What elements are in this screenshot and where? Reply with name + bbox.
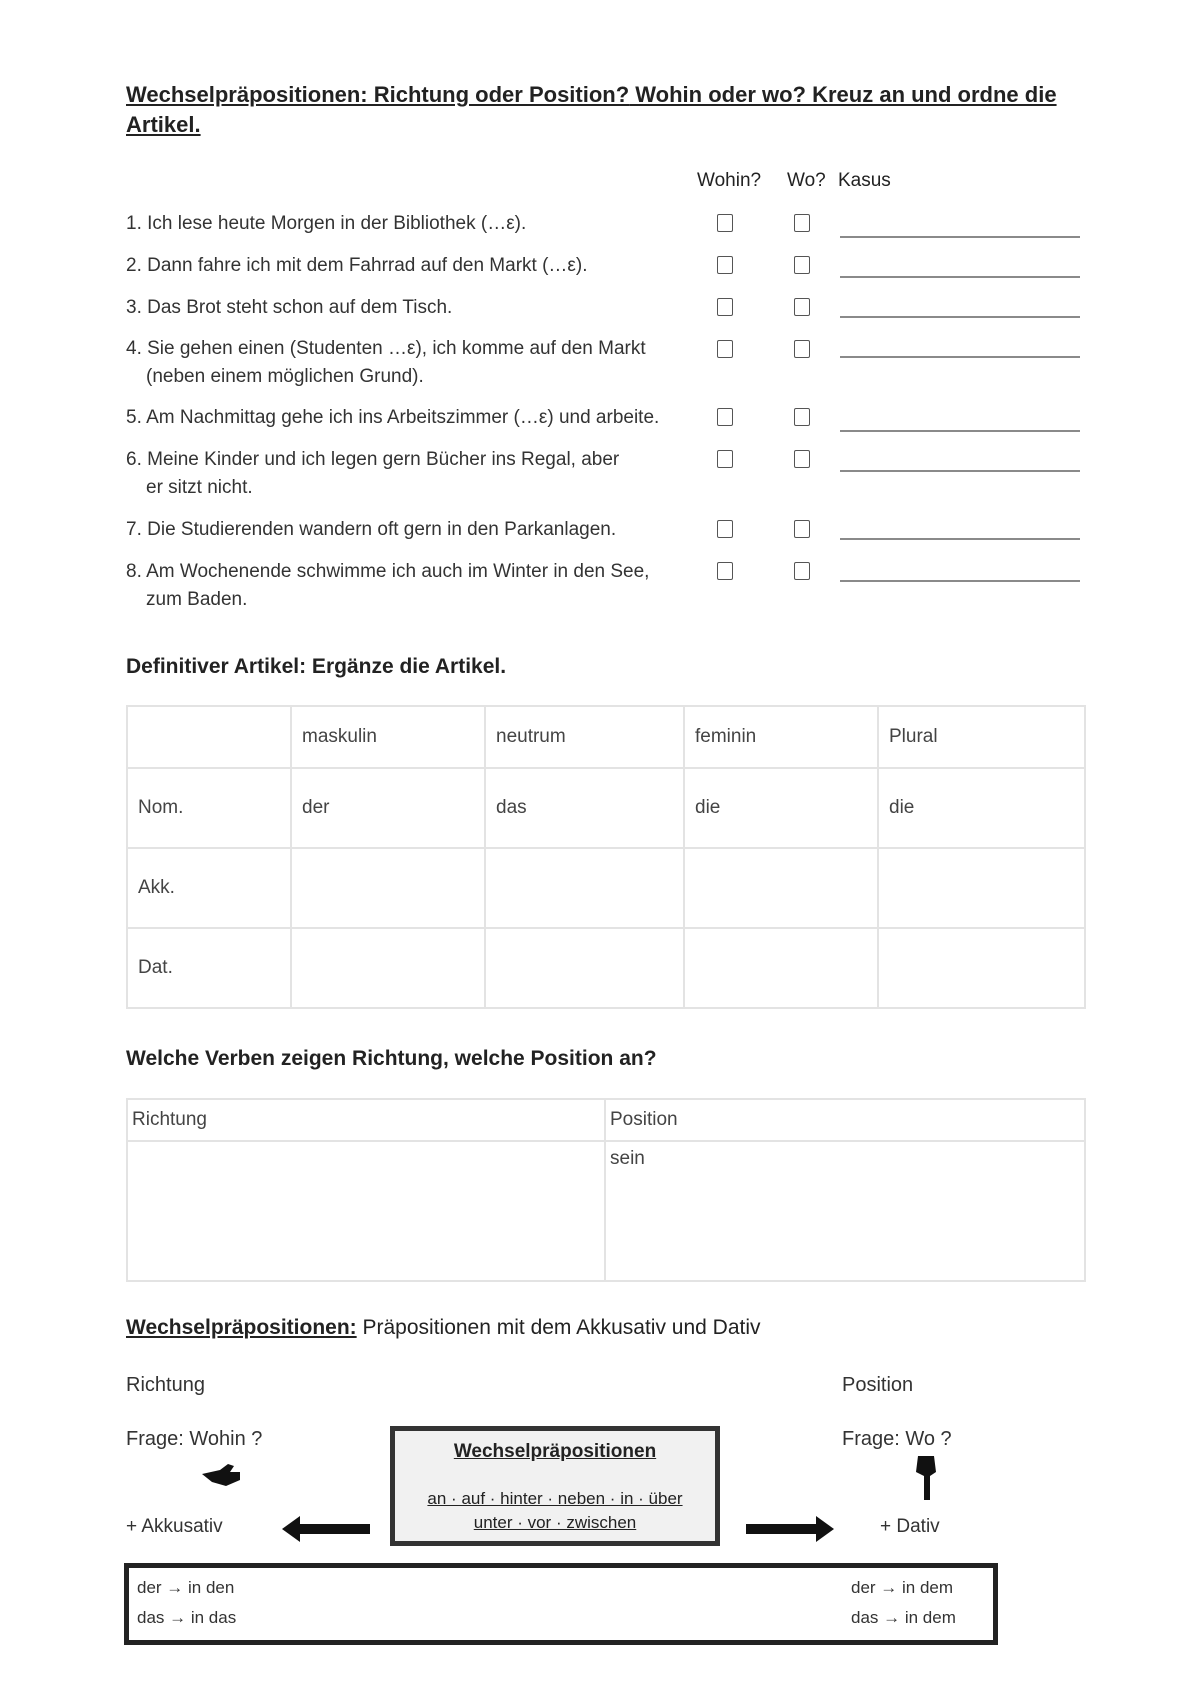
checkbox-wo-8[interactable] bbox=[794, 562, 810, 580]
section-title-prepositions bbox=[126, 1316, 761, 1340]
question-wohin: Frage: Wohin ? bbox=[126, 1428, 263, 1450]
checkbox-wohin-3[interactable] bbox=[717, 298, 733, 316]
question-text: 8. Am Wochenende schwimme ich auch im Winter in den See, bbox=[126, 561, 650, 582]
column-wohin: Wohin? bbox=[697, 170, 762, 191]
arrow-left-icon bbox=[298, 1524, 370, 1534]
table-cell[interactable]: die bbox=[684, 768, 878, 848]
question-text-continued: er sitzt nicht. bbox=[146, 477, 253, 498]
question-text: 2. Dann fahre ich mit dem Fahrrad auf den Markt (…ε). bbox=[126, 255, 588, 276]
answer-line-7[interactable] bbox=[840, 538, 1080, 540]
page-title bbox=[126, 80, 1086, 140]
table-cell[interactable]: sein bbox=[605, 1141, 1085, 1281]
table-row bbox=[127, 768, 1085, 848]
table-cell[interactable]: die bbox=[878, 768, 1085, 848]
question-text-continued: zum Baden. bbox=[146, 589, 248, 610]
question-4 bbox=[126, 335, 646, 391]
section-title-verbs: Welche Verben zeigen Richtung, welche Position an? bbox=[126, 1047, 657, 1070]
checkbox-wo-2[interactable] bbox=[794, 256, 810, 274]
section-title-articles: Definitiver Artikel: Ergänze die Artikel. bbox=[126, 655, 507, 678]
question-text-continued: (neben einem möglichen Grund). bbox=[146, 366, 424, 387]
label-richtung: Richtung bbox=[126, 1374, 205, 1396]
answer-line-8[interactable] bbox=[840, 580, 1080, 582]
question-3 bbox=[126, 294, 452, 322]
table-cell[interactable] bbox=[291, 928, 485, 1008]
contraction-left-1: der → in den bbox=[137, 1578, 235, 1597]
checkbox-wo-7[interactable] bbox=[794, 520, 810, 538]
table-cell[interactable] bbox=[878, 848, 1085, 928]
answer-line-3[interactable] bbox=[840, 316, 1080, 318]
question-text: 1. Ich lese heute Morgen in der Bibliothek (…ε). bbox=[126, 213, 527, 234]
arrow-right-icon bbox=[746, 1524, 818, 1534]
table-row-label: Akk. bbox=[127, 848, 291, 928]
table-cell[interactable] bbox=[291, 848, 485, 928]
checkbox-wohin-7[interactable] bbox=[717, 520, 733, 538]
table-header-cell: Richtung bbox=[127, 1099, 605, 1141]
column-wo: Wo? bbox=[787, 170, 826, 191]
section-rest: Präpositionen mit dem Akkusativ und Dativ bbox=[356, 1316, 761, 1339]
checkbox-wo-5[interactable] bbox=[794, 408, 810, 426]
contraction-box bbox=[124, 1563, 998, 1645]
table-header-row bbox=[127, 1099, 1085, 1141]
table-header-row bbox=[127, 706, 1085, 768]
table-cell[interactable] bbox=[485, 928, 684, 1008]
verb-table bbox=[126, 1098, 1086, 1282]
checkbox-wo-6[interactable] bbox=[794, 450, 810, 468]
question-5 bbox=[126, 404, 659, 432]
pin-icon bbox=[912, 1454, 942, 1504]
table-row bbox=[127, 928, 1085, 1008]
question-text: 4. Sie gehen einen (Studenten …ε), ich komme auf den Markt bbox=[126, 338, 646, 359]
table-header-cell: maskulin bbox=[291, 706, 485, 768]
prepositions-line-2: unter · vor · zwischen bbox=[473, 1513, 637, 1532]
table-cell[interactable] bbox=[684, 848, 878, 928]
table-header-cell: Plural bbox=[878, 706, 1085, 768]
table-cell[interactable] bbox=[878, 928, 1085, 1008]
prepositions-box-title: Wechselpräpositionen bbox=[453, 1441, 657, 1462]
table-cell[interactable]: das bbox=[485, 768, 684, 848]
checkbox-wohin-1[interactable] bbox=[717, 214, 733, 232]
table-cell[interactable]: der bbox=[291, 768, 485, 848]
table-cell[interactable] bbox=[127, 1141, 605, 1281]
title-rest: Wohin oder wo? Kreuz an und ordne die Artikel. bbox=[126, 82, 1057, 137]
label-dativ: + Dativ bbox=[880, 1516, 940, 1537]
table-header-cell: neutrum bbox=[485, 706, 684, 768]
table-cell[interactable] bbox=[684, 928, 878, 1008]
label-akkusativ: + Akkusativ bbox=[126, 1516, 223, 1537]
answer-line-1[interactable] bbox=[840, 236, 1080, 238]
prepositions-line-1: an · auf · hinter · neben · in · über bbox=[427, 1489, 683, 1508]
checkbox-wohin-4[interactable] bbox=[717, 340, 733, 358]
checkbox-wohin-6[interactable] bbox=[717, 450, 733, 468]
checkbox-wohin-2[interactable] bbox=[717, 256, 733, 274]
contraction-right-2: das → in dem bbox=[851, 1608, 956, 1627]
question-wo: Frage: Wo ? bbox=[842, 1428, 952, 1450]
title-prefix: Wechselpräpositionen: Richtung oder Position? bbox=[126, 82, 630, 107]
table-row bbox=[127, 848, 1085, 928]
column-kasus: Kasus bbox=[838, 170, 891, 191]
question-2 bbox=[126, 252, 587, 280]
question-text: 6. Meine Kinder und ich legen gern Bücher ins Regal, aber bbox=[126, 449, 620, 470]
article-table bbox=[126, 705, 1086, 1009]
prepositions-box bbox=[390, 1426, 720, 1546]
question-7 bbox=[126, 516, 616, 544]
table-header-cell: feminin bbox=[684, 706, 878, 768]
table-cell[interactable] bbox=[485, 848, 684, 928]
contraction-left-2: das → in das bbox=[137, 1608, 237, 1627]
answer-line-4[interactable] bbox=[840, 356, 1080, 358]
table-row bbox=[127, 1141, 1085, 1281]
checkbox-wo-3[interactable] bbox=[794, 298, 810, 316]
question-text: 7. Die Studierenden wandern oft gern in den Parkanlagen. bbox=[126, 519, 617, 540]
question-8 bbox=[126, 558, 649, 614]
pointing-hand-icon bbox=[200, 1460, 244, 1490]
question-1 bbox=[126, 210, 526, 238]
table-header-cell: Position bbox=[605, 1099, 1085, 1141]
contraction-right-1: der → in dem bbox=[851, 1578, 954, 1597]
label-position: Position bbox=[842, 1374, 914, 1396]
table-cell bbox=[127, 706, 291, 768]
table-row-label: Dat. bbox=[127, 928, 291, 1008]
question-text: 3. Das Brot steht schon auf dem Tisch. bbox=[126, 297, 453, 318]
checkbox-wohin-5[interactable] bbox=[717, 408, 733, 426]
answer-line-2[interactable] bbox=[840, 276, 1080, 278]
section-label: Wechselpräpositionen: bbox=[126, 1316, 357, 1339]
answer-line-6[interactable] bbox=[840, 470, 1080, 472]
question-6 bbox=[126, 446, 619, 502]
answer-line-5[interactable] bbox=[840, 430, 1080, 432]
checkbox-wohin-8[interactable] bbox=[717, 562, 733, 580]
table-row-label: Nom. bbox=[127, 768, 291, 848]
checkbox-wo-4[interactable] bbox=[794, 340, 810, 358]
question-text: 5. Am Nachmittag gehe ich ins Arbeitszimmer (…ε) und arbeite. bbox=[126, 407, 660, 428]
checkbox-wo-1[interactable] bbox=[794, 214, 810, 232]
